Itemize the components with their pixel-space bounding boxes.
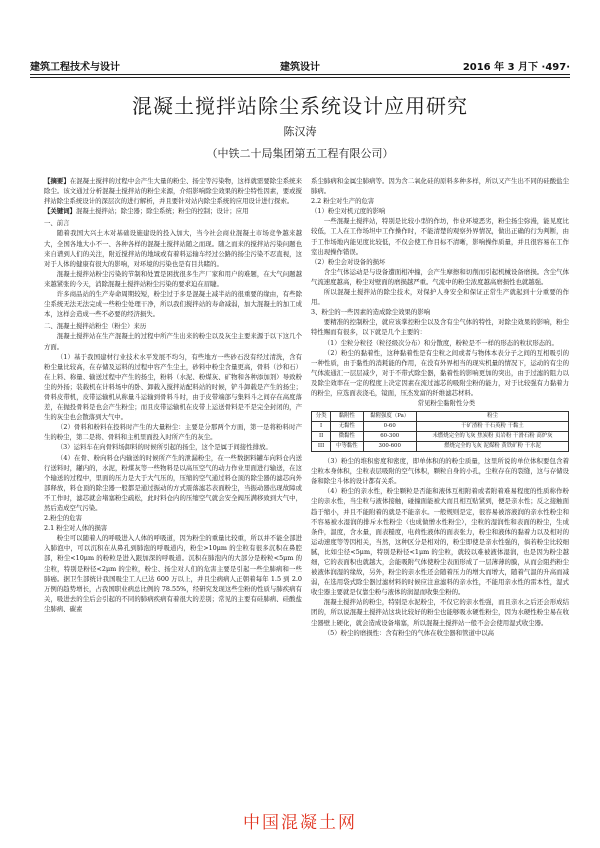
paragraph: 2.1 粉尘对人体的损害 xyxy=(44,524,108,533)
paragraph: 系尘肺病和金属尘肺病等。因为含二氧化硅的原料多种多样，所以又产生出不同的硅酸盐尘肺病。 xyxy=(311,177,569,196)
paragraph: （5）粉尘的磨损性：含有粉尘的气体在收尘器和管道中以高 xyxy=(323,628,495,637)
table-cell: 燃烧完全的飞灰 泥煤粉 黄铁矿粉 干水泥 xyxy=(416,442,568,452)
table-row xyxy=(312,432,569,442)
table-cell: 中等黏性 xyxy=(331,442,363,452)
paragraph: 2.2 粉尘对生产的危害 xyxy=(311,197,375,206)
paragraph: 要精准的控制粉尘，就应该掌控粉尘以及含有尘气体的特性，对除尘效果的影响，粉尘特性赐而有很多，以下就是几个主要的： xyxy=(311,318,569,337)
paragraph: （3）运料车在向骨料场卸料的时候所引起的扬尘，这个是属于间接性排放。 xyxy=(56,443,272,452)
right-body-bottom xyxy=(311,456,569,638)
site-watermark: 中国混凝土网 xyxy=(243,813,357,833)
table-header-cell: 黏附强度（Pa） xyxy=(363,412,416,422)
paragraph: 许多商品站的生产寿命周期较短，粉尘过于多是混凝土减半站的很重要的缘由，有些除尘系统无法无法完成一些粉尘处理干净，所以我们搅拌站的寿命减弱，加大混凝土的加工成本，这样会造成一些不必要的经济损失。 xyxy=(44,290,302,319)
table-header-cell: 黏附性 xyxy=(331,412,363,422)
paragraph: 所以混凝土搅拌站的除尘技术，对保护人身安全和保证正常生产就起到十分重要的作用。 xyxy=(311,288,569,307)
paragraph: （2）骨料和粉料在投料时产生的大量粉尘：主要是分那两个方面，第一是将粉料时产生的粉尘，第二是将、骨料和主机里面投入时所产生的灰尘。 xyxy=(44,423,302,442)
paragraph: 混凝土搅拌站在生产混凝土的过程中所产生出来的粉尘以及灰尘主要来源于以下这几个方面。 xyxy=(44,332,302,351)
paragraph: 含尘气体运动是与设备遭面相冲撞，会产生摩擦和切削而引起机械设备磨损。含尘气体气流速度越高，粉尘对壁面的磨损越严重。气流中的粉尘浓度越高磨损性也就越强。 xyxy=(311,267,569,286)
paragraph: 随着我国大兴土木对基础设施建设的投入加大，当今社会商业混凝土市场竞争越来越大，全国各地大小不一、各种各样的混凝土搅拌站随之而现。随之而来的搅拌站污染问题也来自谱到人们的关注，附近搅拌站的地域或有着料运输车经过公路的扬尘污染不忍直视，这对于人体的健康有很大的影响，对环境的污染也是有目共睹的。 xyxy=(44,229,302,268)
paragraph: （1）基于我国建材行业技术水平发展不均匀，有些地方一些砂石没有经过清洗，含有粉尘量比较高，在存储及运料的过程中容产生尘土，砂料中粉尘含量更高，骨料（沙和石）在上料、称量、输送过程中产生的扬尘，粉料（水泥、粉煤灰、矿物和各种添加剂）导致粉尘的外扬；装载机在计料场中的卧、卸载入搅拌站配料站的时候，铲斗卸载是产生的扬尘；骨料皮带机，皮带运输机从称量斗运输到骨料斗时，由于皮带端部与集料斗之间存在高度落差，在抛投骨料是也会产生粉尘；而且皮带运输机在皮带上运送骨料是不是完全封闭的，产生的灰尘也会散落到大气中。 xyxy=(44,352,302,422)
keywords-text: 混凝土搅拌站；除尘器；除尘系统；粉尘的控制；设计；应用 xyxy=(75,207,249,216)
adhesion-table xyxy=(311,411,569,452)
table-cell: 无黏性 xyxy=(331,422,363,432)
paragraph: （4）在骨、粉向料仓内输送的时候所产生的泄漏粉尘，在一些数据料罐车向料仓内送行送料时，罐内的，水泥，粉煤灰等一些物料是以高压空气的动力作业里面进行输送，在这个输送的过程中，里面的压力是大于大气压的，压缩的空气通过料仓顶的除尘器的滤芯向外部释放，料仓顶的除尘器一般都是通过振动的方式震落滤芯表面粉尘，当振动器出现故障或不工作时，滤芯就会堵塞粉尘疏松，此时料仓内的压缩空气就会安全阀压满移致到大气中，然后造成空气污染。 xyxy=(44,453,302,512)
paragraph: 混凝土搅拌站粉尘污染的节制和处置是困扰很多生产厂家和用户的难题，在大气问题越来越紧张的今天，消除混凝土搅拌站粉尘污染的要求迫在眉睫。 xyxy=(44,269,302,288)
abstract-label: 【摘要】 xyxy=(44,177,70,185)
article-title: 混凝土搅拌站除尘系统设计应用研究 xyxy=(132,94,468,118)
table-cell: III xyxy=(312,442,331,452)
keywords-label: 【关键词】 xyxy=(44,207,76,216)
right-body-top xyxy=(311,176,569,408)
header-rule-thin xyxy=(30,77,570,78)
paragraph: 混凝土搅拌站的粉尘，特别是水泥粉尘，不仅它的亲水性强，而且亲水之后还会形成结团的，所以说混凝土搅拌站这块比较好的粉尘也能够吸水硬性粉尘，因为水硬性粉尘易在收尘器壁上硬化，就会造成设备堵塞，所以混凝土搅拌站一般不会会使用湿式收尘器。 xyxy=(311,598,569,627)
paragraph: （3）粉尘的堆积密度和密度，即单体积的的粉尘质量，这里所说的单位体积要包含着尘粒本身体积，尘粒表层吸附的空气体积，颗粒自身的小孔，尘粒存在的裂缝，这与存储设备和除尘斗体的设计都有关系。 xyxy=(311,457,569,486)
table-row xyxy=(312,422,569,432)
abstract-text: 在混凝土搅拌的过程中会产生大量的粉尘、扬尘等污染物，这样就需要除尘系统来除尘。该文通过分析混凝土搅拌站的粉尘来源，介绍影响除尘效果的粉尘特性因素，要或搅拌站除尘系统设计的深层次的进行解析，并且要针对站内除尘系统的应用设计进行探索。 xyxy=(44,177,303,206)
right-column xyxy=(311,176,569,638)
paragraph: （1）粉尘对机元度的影响 xyxy=(311,207,386,216)
running-header xyxy=(30,58,570,72)
keywords xyxy=(44,206,302,216)
table-cell: 未燃烧完全的飞灰 焦炭粉 页岩粉 干滑石粉 高炉灰 xyxy=(416,432,568,442)
table-cell: 微黏性 xyxy=(331,432,363,442)
abstract xyxy=(44,176,302,206)
table-header-row xyxy=(312,412,569,422)
paragraph: 二、混凝土搅拌站粉尘（粉尘）来历 xyxy=(44,322,147,331)
paragraph: 常见粉尘黏附性分类 xyxy=(417,399,476,408)
table-cell: 干矿渣粉 干石英粉 干黏土 xyxy=(416,422,568,432)
section-name: 建筑设计 xyxy=(280,62,320,73)
table-header-cell: 粉尘 xyxy=(416,412,568,422)
table-row xyxy=(312,442,569,452)
paragraph: 2.粉尘的危害 xyxy=(44,514,83,523)
paragraph: 粉尘可以随着人的呼吸进入人体的呼吸道，因为粉尘的重量比较重，所以并不能全部进入肺泡中，可以沉积在从鼻孔到肺泡的呼吸道内，粉尘>10μm 的尘粒有很多沉积在鼻腔部，粉尘<10μm 的粉粒是进入跟加深的呼吸道。沉积在肺泡内的大部分是粉粒<5μm 的尘粒，特别是粉径<2μm 的尘粒，粉尘、扬尘对人们的危害主要是引起一些尘肺病和一些肺癌。据卫生部统计我国吸尘工人已达 600 万以上，并且尘病病人正朝着每年 1.5 到 2.0 万例的趋势增长，占我国职业病总比例的 78.55%，经研究发现这些尘粉的性质与肺疾病有关，吸进去的尘后会引起的不同的肺病疾病有着很大的差别；常见的主要有硅肺病、硅酸盐尘肺病、碳素 xyxy=(44,534,302,613)
paragraph: 3、粉尘的一些因素的造成除尘效果的影响 xyxy=(311,308,431,317)
table-cell: 60-300 xyxy=(363,432,416,442)
affiliation: （中铁二十局集团第五工程有限公司） xyxy=(206,147,394,160)
table-header-cell: 分类 xyxy=(312,412,331,422)
table-cell: 0-60 xyxy=(363,422,416,432)
table-body xyxy=(312,422,569,452)
author: 陈汉涛 xyxy=(283,125,317,138)
table-cell: 300-600 xyxy=(363,442,416,452)
paragraph: 一些混凝土搅拌站，特别是比较小型的作坊，作业环境恶劣，粉尘扬尘弥漫，能见度比较低，工人在工作场坦中工作操作时，不能清楚的观察外界情况，做出正确的行为判断，由于工作场地内能见度比较低，不仅会使工作目标不清晰，影响操作质量，并且很容易在工作室出现操作错误。 xyxy=(311,217,569,256)
paragraph: （2）粉尘会对设备的损坏 xyxy=(311,257,386,266)
paragraph: （4）粉尘的亲水性，粉尘颗粒是否能和液体互相附着或者附着难易程度的性质称作粉尘的亲水性，当尘粒与液体接触，碰撞面能被大而且相互贴紧到，便是亲水性；反之接触面趋于缩小，并且不能附着的就是不能亲水。一般规则是定，很容易被溶液润的亲水性粉尘和不容易被水湿润的排斥水性粉尘（也成做憎水性粉尘），尘粒的湿润性和表面的粉尘，生成条件，温度，含水量，面表糙度，电荷性液体的面表张力，粉尘和液体的黏着力以及相对的运动速度等等因相关，当然，这种区分是相对的，粉尘即使是亲水性强的，倘若粉尘比较细腻，比如尘径<5μm，特别是粉径<1μm 的尘粒，就较以难被液体湿润，也是因为粉尘越细，它的表面积也就越大，会能吸附气体使粉尘表面形成了一层薄薄的膜，从而会阻挡粉尘被液体润湿的缘故，另外，粉尘的亲水性还会随着压力的增大而增大，随着气温的升高而减弱，在选用袋式除尘器过滤材料的时候应注意滤料的亲水性，不能用亲水性的雷本性，湿式收尘器主要就是仅靠尘粉与液体的润湿而收集尘粉的。 xyxy=(311,487,569,597)
paragraph: （2）粉尘的黏着性，这种黏着性是有尘粒之间或者与物体本表分子之间的互相吸引的一种性质，由于黏性的消耗能的作用，在没有外界相当的现实机量的情况下，运动的有尘的气体流通汇一层层减少，对于不带式除尘器，黏着性的影响更加的突出，由于过滤的阻力以及除尘效率在一定的程度上决定因素在流过滤芯的吸附尘粉的能力，对于比较强有力黏着力的粉尘，应选面表浇毛，镜面，压杰发富的纤维滤芯材料。 xyxy=(311,348,569,397)
paragraph: 一、前言 xyxy=(44,219,70,228)
header-rule xyxy=(30,74,570,75)
table-cell: I xyxy=(312,422,331,432)
left-body xyxy=(44,218,302,614)
issue-page: 2016 年 3 月下 ·497· xyxy=(462,62,570,73)
journal-name: 建筑工程技术与设计 xyxy=(30,62,120,73)
left-column xyxy=(44,176,302,614)
paragraph: （1）尘粒分粒径（粒径级次分布）和分散度，粉粒是不一样的形态的粒状形态的。 xyxy=(323,338,558,347)
table-cell: II xyxy=(312,432,331,442)
